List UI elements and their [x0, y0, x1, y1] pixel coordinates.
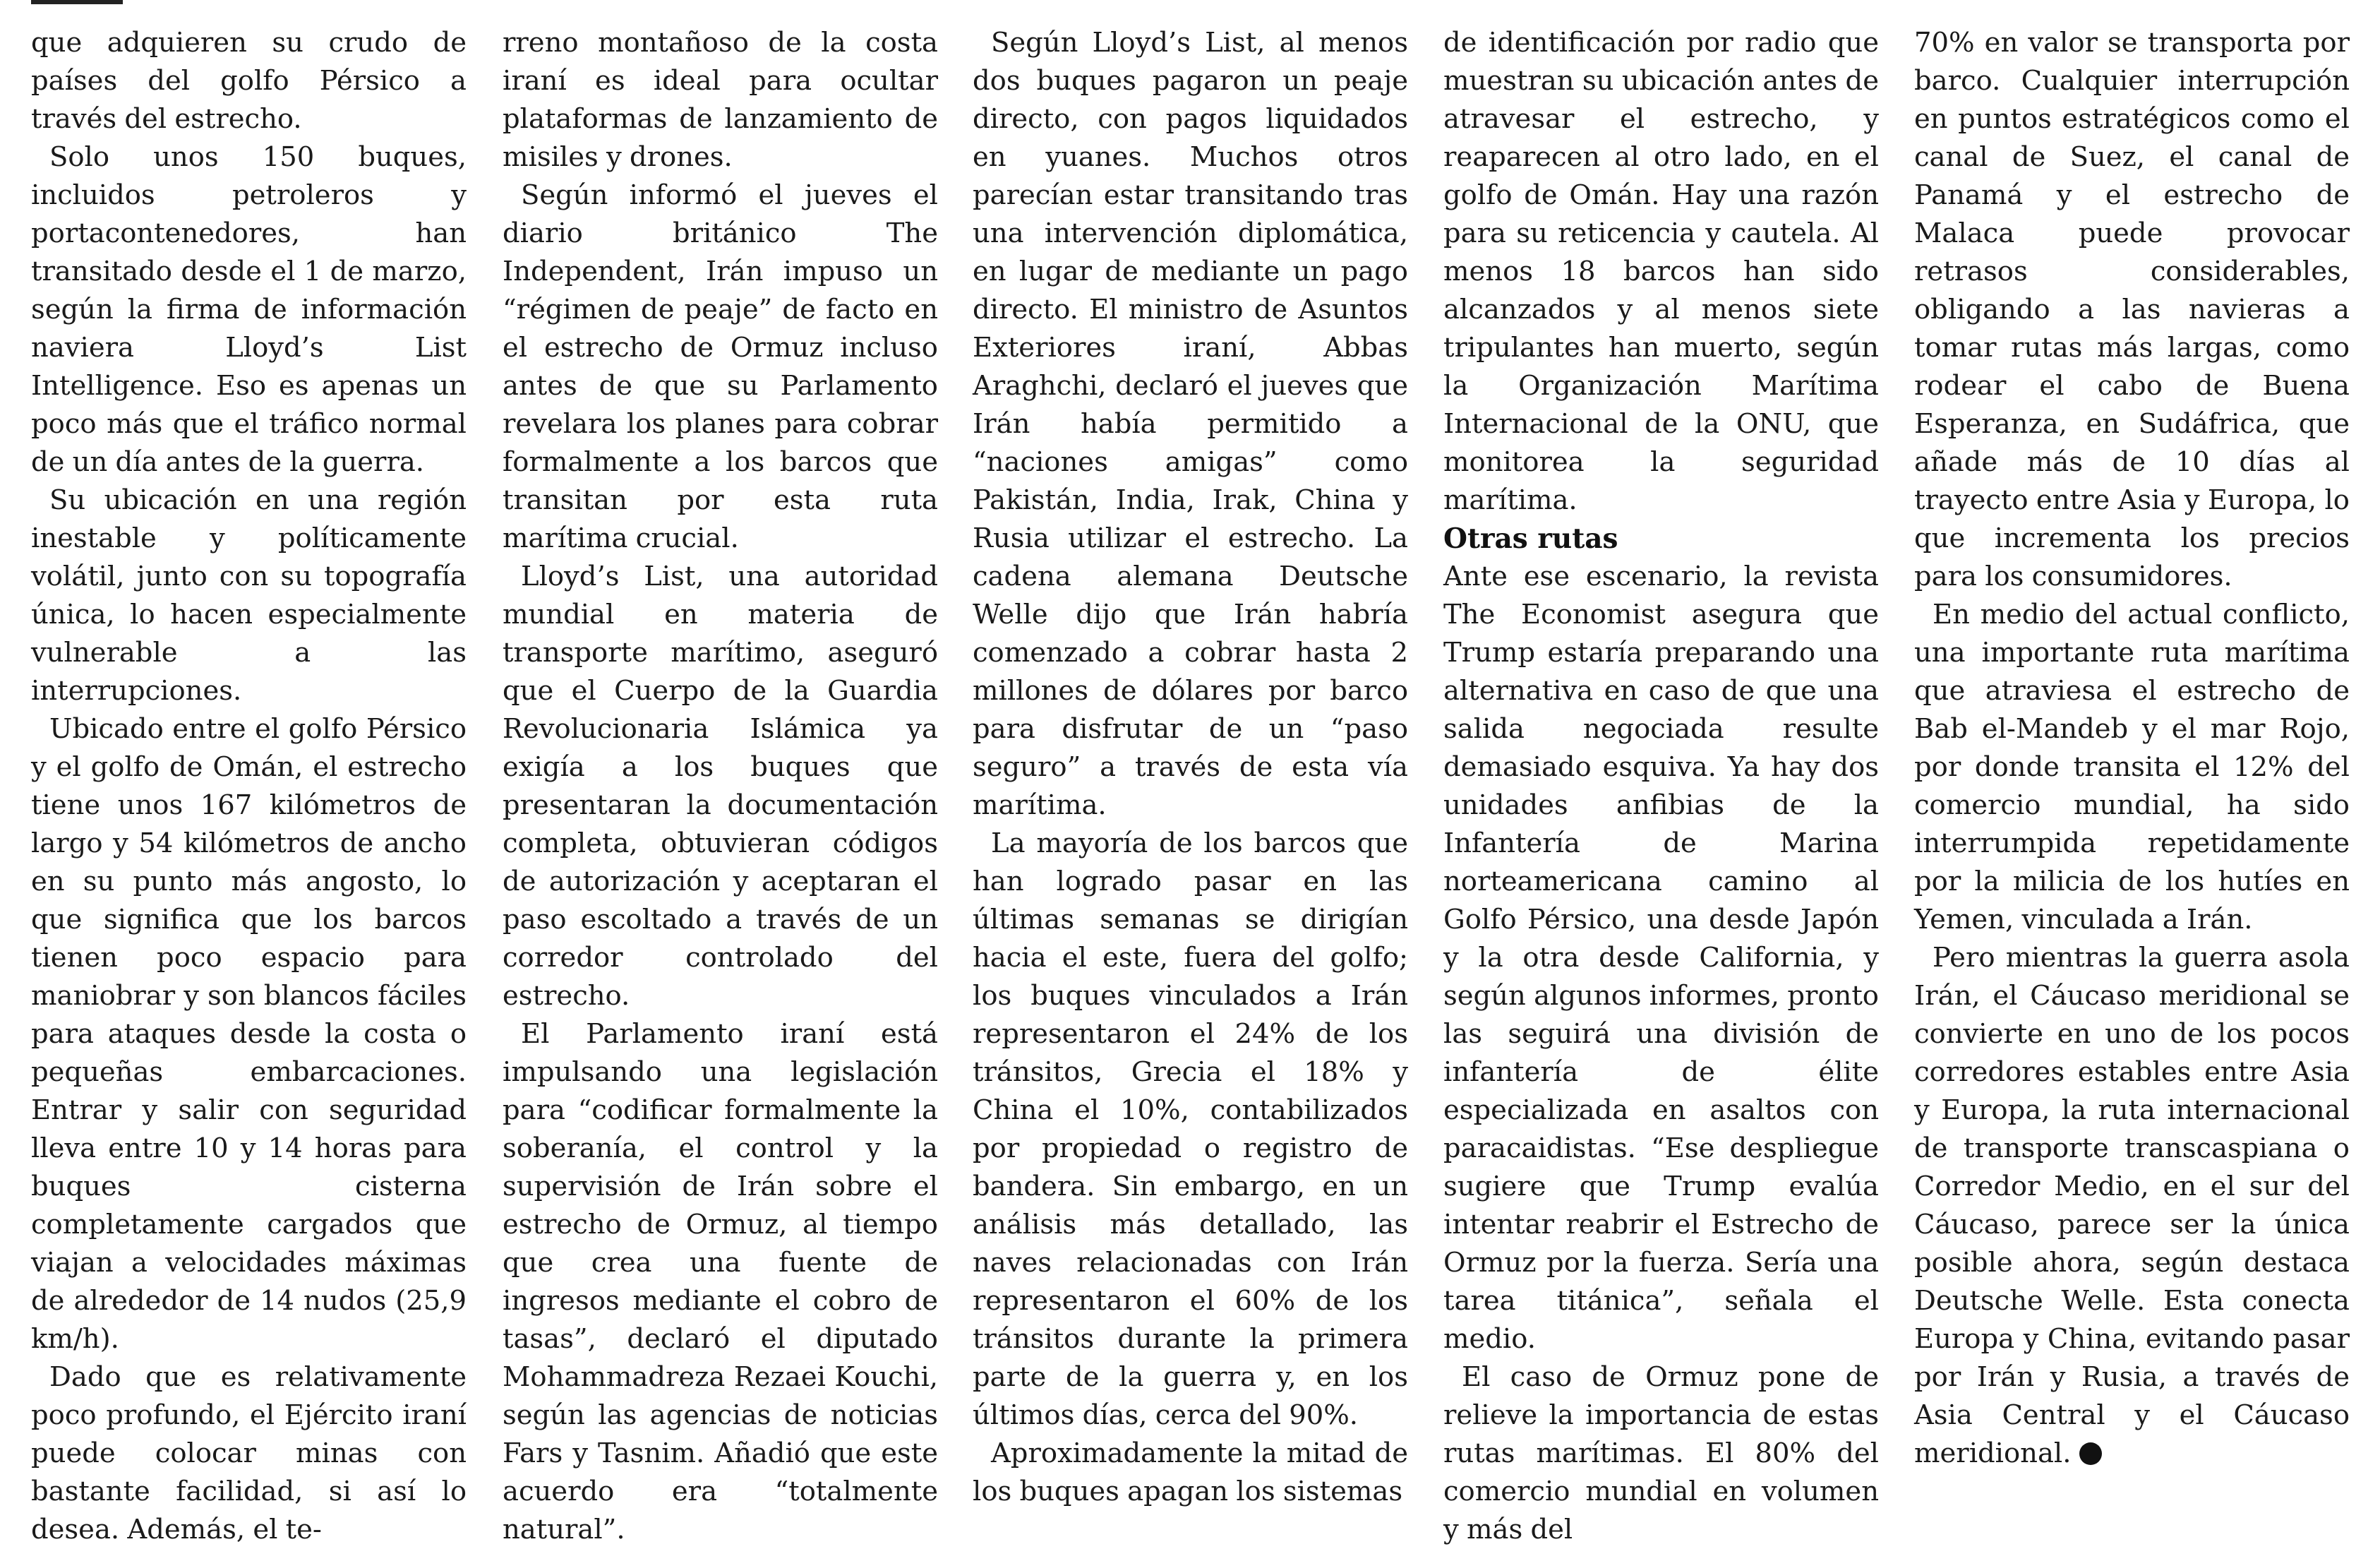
- article-paragraph: [503, 177, 938, 558]
- paragraph-text: de identificación por radio que muestran su ubicación antes de atravesar el estrecho, y reaparecen al otro lado, en el golfo de Omán. Hay una razón para su reticencia y cautela. Al menos 18 barcos han sido alcanzados y al menos siete tripulantes han muerto, según la Organización Marítima Internacional de la ONU, que monitorea la seguridad marítima.: [1443, 27, 1879, 516]
- paragraph-text: El caso de Ormuz pone de relieve la importancia de estas rutas marítimas. El 80% del comercio mundial en volumen y más del: [1443, 1361, 1879, 1545]
- paragraph-text: rreno montañoso de la costa iraní es ideal para ocultar plataformas de lanzamiento de misiles y drones.: [503, 27, 938, 173]
- article-paragraph: [31, 138, 467, 482]
- article-paragraph: [31, 1358, 467, 1549]
- paragraph-text: Según Lloyd’s List, al menos dos buques pagaron un peaje directo, con pagos liquidados en yuanes. Muchos otros parecían estar transitando tras una intervención diplomática, en lugar de mediante un pago directo. El ministro de Asuntos Exteriores iraní, Abbas Araghchi, declaró el jueves que Irán había permitido a “naciones amigas” como Pakistán, India, Irak, China y Rusia utilizar el estrecho. La cadena alemana Deutsche Welle dijo que Irán habría comenzado a cobrar hasta 2 millones de dólares por barco para disfrutar de un “paso seguro” a través de esta vía marítima.: [973, 27, 1408, 821]
- section-heading-text: Otras rutas: [1443, 522, 1618, 555]
- article-column-3: [973, 24, 1408, 1507]
- article-column-2: [503, 24, 938, 1545]
- article-paragraph: [503, 558, 938, 1015]
- article-paragraph: [503, 24, 938, 177]
- paragraph-text: Solo unos 150 buques, incluidos petroleros y portacontenedores, han transitado desde el 1 de marzo, según la firma de información naviera Lloyd’s List Intelligence. Eso es apenas un poco más que el tráfico normal de un día antes de la guerra.: [31, 141, 467, 478]
- article-paragraph: [31, 24, 467, 138]
- article-paragraph: [1914, 24, 2350, 596]
- paragraph-text: Dado que es relativamente poco profundo, el Ejército iraní puede colocar minas con bastante facilidad, si así lo desea. Además, el te-: [31, 1361, 467, 1545]
- section-heading: [1443, 520, 1879, 558]
- article-column-4: [1443, 24, 1879, 1545]
- article-paragraph: [973, 1435, 1408, 1511]
- article-column-5: [1914, 24, 2350, 1469]
- paragraph-text: que adquieren su crudo de países del golfo Pérsico a través del estrecho.: [31, 27, 467, 135]
- article-paragraph: [973, 24, 1408, 825]
- paragraph-text: Su ubicación en una región inestable y políticamente volátil, junto con su topografía única, lo hacen especialmente vulnerable a las interrupciones.: [31, 484, 467, 707]
- article-paragraph: [31, 710, 467, 1358]
- paragraph-text: 70% en valor se transporta por barco. Cualquier interrupción en puntos estratégicos como el canal de Suez, el canal de Panamá y el estrecho de Malaca puede provocar retrasos considerables, obligando a las navieras a tomar rutas más largas, como rodear el cabo de Buena Esperanza, en Sudáfrica, que añade más de 10 días al trayecto entre Asia y Europa, lo que incrementa los precios para los consumidores.: [1914, 27, 2350, 592]
- article-paragraph: [973, 825, 1408, 1435]
- paragraph-text: Lloyd’s List, una autoridad mundial en materia de transporte marítimo, aseguró que el Cuerpo de la Guardia Revolucionaria Islámica ya exigía a los buques que presentaran la documentación completa, obtuvieran códigos de autorización y aceptaran el paso escoltado a través de un corredor controlado del estrecho.: [503, 561, 938, 1012]
- paragraph-text: Según informó el jueves el diario británico The Independent, Irán impuso un “régimen de peaje” de facto en el estrecho de Ormuz incluso antes de que su Parlamento revelara los planes para cobrar formalmente a los barcos que transitan por esta ruta marítima crucial.: [503, 179, 938, 554]
- paragraph-text: Pero mientras la guerra asola Irán, el Cáucaso meridional se convierte en uno de los pocos corredores estables entre Asia y Europa, la ruta internacional de transporte transcaspiana o Corredor Medio, en el sur del Cáucaso, parece ser la única posible ahora, según destaca Deutsche Welle. Esta conecta Europa y China, evitando pasar por Irán y Rusia, a través de Asia Central y el Cáucaso meridional.: [1914, 942, 2350, 1469]
- article-paragraph: [1443, 24, 1879, 520]
- article-paragraph: [1443, 558, 1879, 1358]
- article-column-1: [31, 24, 467, 1545]
- paragraph-text: El Parlamento iraní está impulsando una legislación para “codificar formalmente la soberanía, el control y la supervisión de Irán sobre el estrecho de Ormuz, al tiempo que crea una fuente de ingresos mediante el cobro de tasas”, declaró el diputado Mohammadreza Rezaei Kouchi, según las agencias de noticias Fars y Tasnim. Añadió que este acuerdo era “totalmente natural”.: [503, 1018, 938, 1545]
- article-paragraph: [1914, 596, 2350, 939]
- end-of-article-mark: [2079, 1442, 2102, 1465]
- article-paragraph: [1443, 1358, 1879, 1549]
- paragraph-text: Aproximadamente la mitad de los buques apagan los sistemas: [973, 1437, 1408, 1507]
- top-rule: [31, 0, 123, 4]
- paragraph-text: Ubicado entre el golfo Pérsico y el golfo de Omán, el estrecho tiene unos 167 kilómetros de largo y 54 kilómetros de ancho en su punto más angosto, lo que significa que los barcos tienen poco espacio para maniobrar y son blancos fáciles para ataques desde la costa o pequeñas embarcaciones. Entrar y salir con seguridad lleva entre 10 y 14 horas para buques cisterna completamente cargados que viajan a velocidades máximas de alrededor de 14 nudos (25,9 km/h).: [31, 713, 467, 1355]
- paragraph-text: La mayoría de los barcos que han logrado pasar en las últimas semanas se dirigían hacia el este, fuera del golfo; los buques vinculados a Irán representaron el 24% de los tránsitos, Grecia el 18% y China el 10%, contabilizados por propiedad o registro de bandera. Sin embargo, en un análisis más detallado, las naves relacionadas con Irán representaron el 60% de los tránsitos durante la primera parte de la guerra y, en los últimos días, cerca del 90%.: [973, 827, 1408, 1431]
- article-paragraph: [503, 1015, 938, 1549]
- article-paragraph: [1914, 939, 2350, 1473]
- article-paragraph: [31, 482, 467, 710]
- paragraph-text: Ante ese escenario, la revista The Economist asegura que Trump estaría preparando una alternativa en caso de que una salida negociada resulte demasiado esquiva. Ya hay dos unidades anfibias de la Infantería de Marina norteamericana camino al Golfo Pérsico, una desde Japón y la otra desde California, y según algunos informes, pronto las seguirá una división de infantería de élite especializada en asaltos con paracaidistas. “Ese despliegue sugiere que Trump evalúa intentar reabrir el Estrecho de Ormuz por la fuerza. Sería una tarea titánica”, señala el medio.: [1443, 561, 1879, 1355]
- paragraph-text: En medio del actual conflicto, una importante ruta marítima que atraviesa el estrecho de Bab el-Mandeb y el mar Rojo, por donde transita el 12% del comercio mundial, ha sido interrumpida repetidamente por la milicia de los hutíes en Yemen, vinculada a Irán.: [1914, 599, 2350, 935]
